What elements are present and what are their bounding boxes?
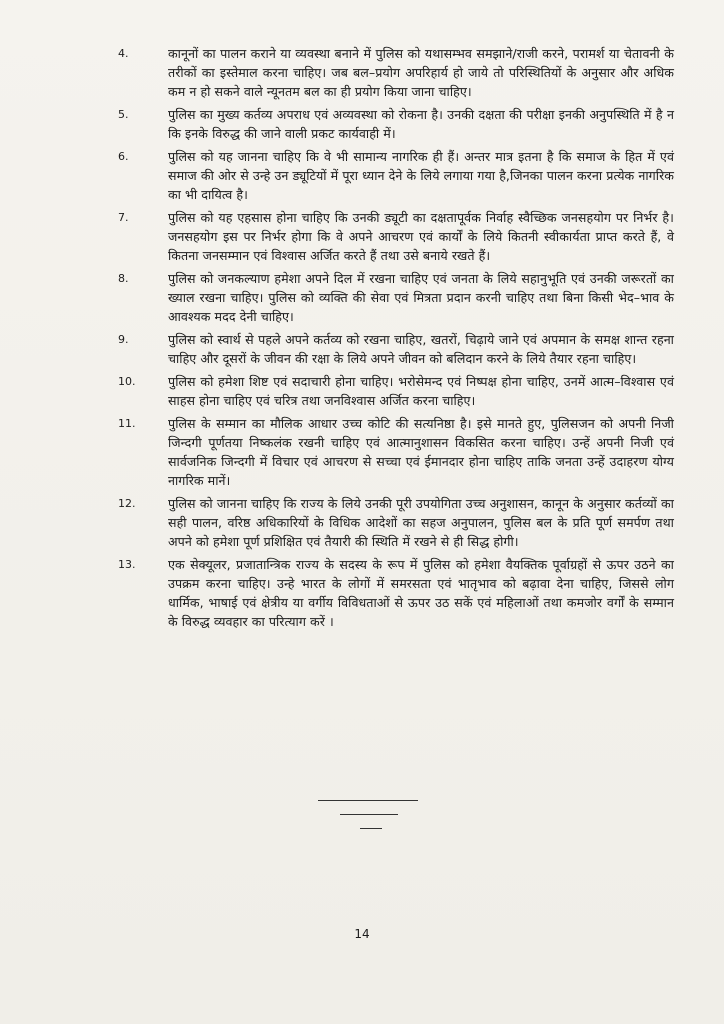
item-number: 5. [118, 108, 129, 121]
item-text: पुलिस को जनकल्याण हमेशा अपने दिल में रखना चाहिए एवं जनता के लिये सहानुभूति एवं उनकी जरूरतों का ख्याल रखना चाहिए। पुलिस को व्यक्ति की सेवा एवं मित्रता प्रदान करनी चाहिए तथा बिना किसी भेद–भाव के आवश्यक मदद देनी चाहिए। [168, 271, 674, 324]
item-number: 10. [118, 375, 136, 388]
list-item-5 [118, 105, 674, 143]
item-text: कानूनों का पालन कराने या व्यवस्था बनाने में पुलिस को यथासम्भव समझाने/राजी करने, परामर्श या चेतावनी के तरीकों का इस्तेमाल करना चाहिए। जब बल–प्रयोग अपरिहार्य हो जाये तो परिस्थितियों के अनुसार और अधिक कम न हो सकने वाले न्यूनतम बल का ही प्रयोग किया जाना चाहिए। [168, 46, 674, 99]
list-item-10 [118, 372, 674, 410]
list-item-12 [118, 494, 674, 551]
list-item-11 [118, 414, 674, 490]
item-text: पुलिस को स्वार्थ से पहले अपने कर्तव्य को रखना चाहिए, खतरों, चिढ़ाये जाने एवं अपमान के समक्ष शान्त रहना चाहिए और दूसरों के जीवन की रक्षा के लिये अपने जीवन को बलिदान करने के लिये तैयार रहना चाहिए। [168, 332, 674, 366]
item-text: पुलिस के सम्मान का मौलिक आधार उच्च कोटि की सत्यनिष्ठा है। इसे मानते हुए, पुलिसजन को अपनी निजी जिन्दगी पूर्णतया निष्कलंक रखनी चाहिए एवं आत्मानुशासन विकसित करना चाहिए। उन्हें अपनी निजी एवं सार्वजनिक जिन्दगी में विचार एवं आचरण से सच्चा एवं ईमानदार होना चाहिए ताकि जनता उन्हें उदाहरण योग्य नागरिक मानें। [168, 416, 674, 488]
item-text: पुलिस को यह जानना चाहिए कि वे भी सामान्य नागरिक ही हैं। अन्तर मात्र इतना है कि समाज के हित में एवं समाज की ओर से उन्हे उन ड्यूटियों में पूरा ध्यान देने के लिये लगाया गया है,जिनका पालन करना प्रत्येक नागरिक का भी दायित्व है। [168, 149, 674, 202]
item-number: 12. [118, 497, 136, 510]
item-text: एक सेक्यूलर, प्रजातान्त्रिक राज्य के सदस्य के रूप में पुलिस को हमेशा वैयक्तिक पूर्वाग्रहों से ऊपर उठने का उपक्रम करना चाहिए। उन्हे भारत के लोगों में समरसता एवं भातृभाव को बढ़ावा देना चाहिए, जिससे लोग धार्मिक, भाषाई एवं क्षेत्रीय या वर्गीय विविधताओं से ऊपर उठ सकें एवं महिलाओं तथा कमजोर वर्गों के सम्मान के विरुद्ध व्यवहार का परित्याग करें । [168, 557, 674, 629]
item-text: पुलिस का मुख्य कर्तव्य अपराध एवं अव्यवस्था को रोकना है। उनकी दक्षता की परीक्षा इनकी अनुपस्थिति में है न कि इनके विरुद्ध की जाने वाली प्रकट कार्यवाही में। [168, 107, 674, 141]
end-rule-long [318, 800, 418, 801]
list-item-9 [118, 330, 674, 368]
item-number: 11. [118, 417, 136, 430]
item-text: पुलिस को यह एहसास होना चाहिए कि उनकी ड्यूटी का दक्षतापूर्वक निर्वाह स्वैच्छिक जनसहयोग पर निर्भर है। जनसहयोग इस पर निर्भर होगा कि वे अपने आचरण एवं कार्यों के लिये कितनी स्वीकार्यता प्राप्त करते हैं, वे कितना जनसम्मान एवं विश्वास अर्जित करते हैं तथा उसे बनाये रखते हैं। [168, 210, 674, 263]
item-number: 9. [118, 333, 129, 346]
item-number: 4. [118, 47, 129, 60]
list-item-13 [118, 555, 674, 631]
list-item-4 [118, 44, 674, 101]
end-rule-medium [340, 814, 398, 815]
numbered-list [118, 44, 674, 635]
page-number: 14 [354, 927, 370, 941]
end-rule-short [360, 828, 382, 829]
item-number: 13. [118, 558, 136, 571]
list-item-7 [118, 208, 674, 265]
list-item-8 [118, 269, 674, 326]
list-item-6 [118, 147, 674, 204]
item-text: पुलिस को हमेशा शिष्ट एवं सदाचारी होना चाहिए। भरोसेमन्द एवं निष्पक्ष होना चाहिए, उनमें आत्म–विश्वास एवं साहस होना चाहिए एवं चरित्र तथा जनविश्वास अर्जित करना चाहिए। [168, 374, 674, 408]
item-number: 7. [118, 211, 129, 224]
item-number: 8. [118, 272, 129, 285]
item-number: 6. [118, 150, 129, 163]
item-text: पुलिस को जानना चाहिए कि राज्य के लिये उनकी पूरी उपयोगिता उच्च अनुशासन, कानून के अनुसार कर्तव्यों का सही पालन, वरिष्ठ अधिकारियों के विधिक आदेशों का सहज अनुपालन, पुलिस बल के प्रति पूर्ण समर्पण तथा अपने को हमेशा पूर्ण प्रशिक्षित एवं तैयारी की स्थिति में रखने से ही सिद्ध होगी। [168, 496, 674, 549]
